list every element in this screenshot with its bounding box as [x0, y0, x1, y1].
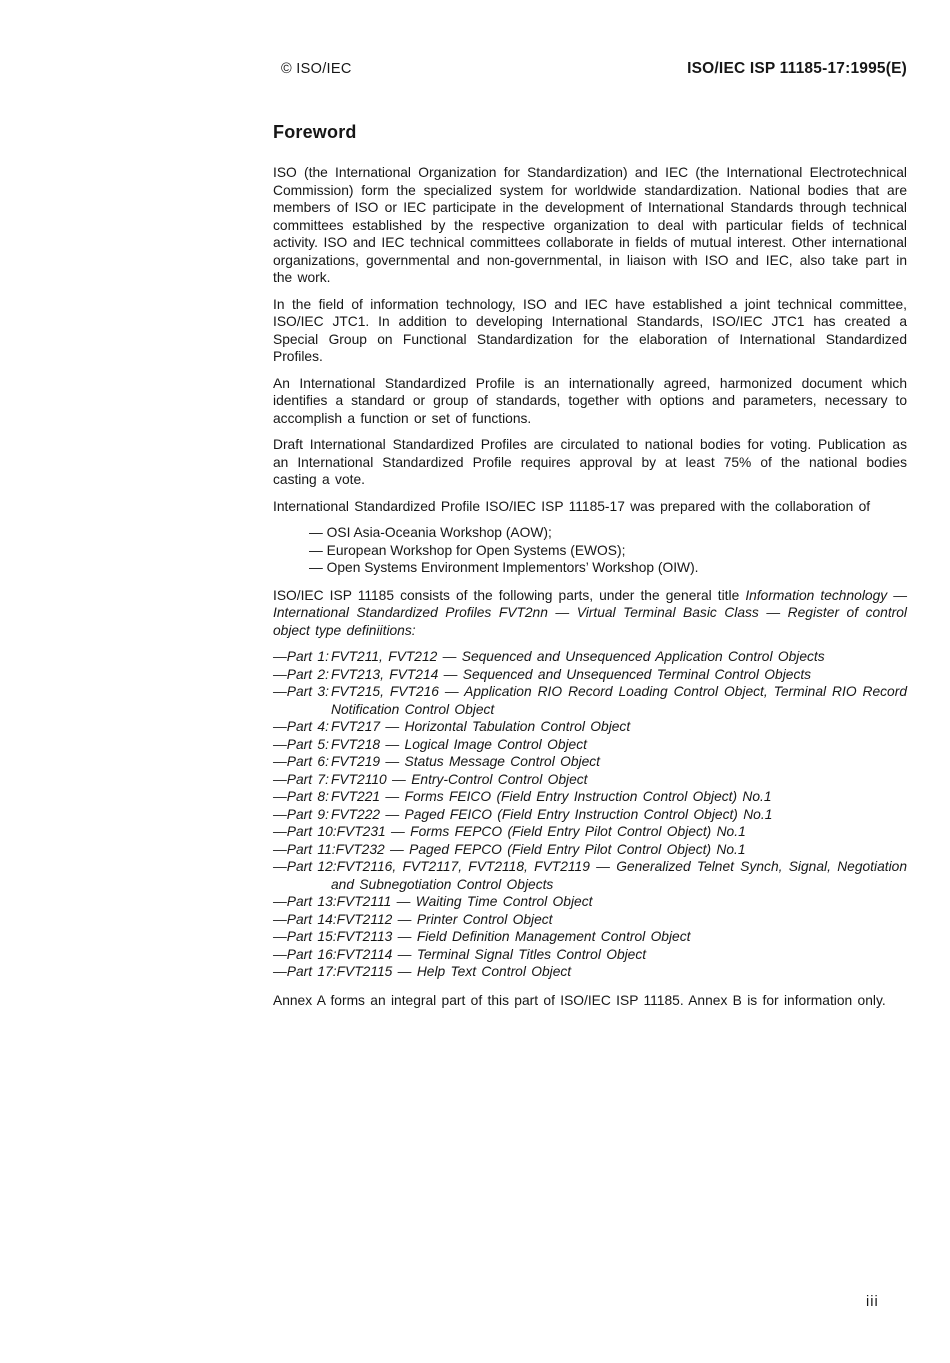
part-text: FVT211, FVT212 — Sequenced and Unsequenced Application Control Objects: [331, 649, 825, 664]
part-text: FVT2112 — Printer Control Object: [336, 911, 553, 927]
part-item-2: [273, 666, 907, 684]
part-text: FVT217 — Horizontal Tabulation Control Object: [331, 719, 631, 734]
part-label: —Part 2:: [273, 666, 329, 682]
part-label: —Part 3:: [273, 684, 329, 699]
part-label: —Part 10:: [273, 824, 337, 839]
part-label: —Part 1:: [273, 649, 329, 664]
list-item-aow: — OSI Asia-Oceania Workshop (AOW);: [309, 525, 552, 540]
part-text: FVT2111 — Waiting Time Control Object: [336, 894, 593, 909]
parts-list: [273, 648, 907, 981]
part-label: —Part 5:: [273, 736, 329, 752]
paragraph-parts-intro: [273, 587, 907, 640]
part-text: FVT232 — Paged FEPCO (Field Entry Pilot Control Object) No.1: [335, 841, 746, 857]
part-item-11: [273, 841, 907, 859]
part-label: —Part 16:: [273, 946, 337, 962]
part-item-7: [273, 771, 907, 789]
part-item-15: [273, 928, 907, 946]
part-item-10: [273, 823, 907, 841]
paragraph-annex-note: Annex A forms an integral part of this part of ISO/IEC ISP 11185. Annex B is for information only.: [273, 992, 886, 1008]
part-label: —Part 17:: [273, 964, 337, 979]
part-item-1: [273, 648, 907, 666]
part-text: FVT2114 — Terminal Signal Titles Control Object: [336, 946, 647, 962]
part-label: —Part 15:: [273, 929, 337, 944]
parts-intro-general-title: Information technology — International Standardized Profiles FVT2nn — Virtual Terminal Basic Class — Register of control object type definiitions:: [273, 587, 907, 638]
part-text: FVT213, FVT214 — Sequenced and Unsequenced Terminal Control Objects: [331, 666, 812, 682]
part-item-8: [273, 788, 907, 806]
part-text: FVT215, FVT216 — Application RIO Record Loading Control Object, Terminal RIO Record Notification Control Object: [331, 684, 907, 717]
foreword-title: Foreword: [273, 122, 357, 142]
part-item-17: [273, 963, 907, 981]
part-item-16: [273, 946, 907, 964]
part-label: —Part 4:: [273, 719, 329, 734]
paragraph-jtc1: In the field of information technology, ISO and IEC have established a joint technical committee, ISO/IEC JTC1. In addition to developing International Standards, ISO/IEC JTC1 has created a Special Group on Functional Standardization for the elaboration of International Standardized Profiles.: [273, 296, 907, 364]
part-text: FVT2110 — Entry-Control Control Object: [331, 771, 588, 787]
part-label: —Part 9:: [273, 806, 329, 822]
part-item-5: [273, 736, 907, 754]
part-label: —Part 12:: [273, 859, 337, 874]
part-text: FVT218 — Logical Image Control Object: [331, 736, 587, 752]
paragraph-voting: Draft International Standardized Profiles are circulated to national bodies for voting. Publication as an International Standardized Profile requires approval by at least 75% of the national bodies casting a vote.: [273, 437, 907, 487]
part-text: FVT222 — Paged FEICO (Field Entry Instruction Control Object) No.1: [331, 806, 773, 822]
part-item-4: [273, 718, 907, 736]
part-item-6: [273, 753, 907, 771]
parts-intro-roman: ISO/IEC ISP 11185 consists of the following parts, under the general title: [273, 587, 746, 603]
part-label: —Part 8:: [273, 789, 329, 804]
part-label: —Part 7:: [273, 771, 329, 787]
part-text: FVT221 — Forms FEICO (Field Entry Instruction Control Object) No.1: [331, 789, 772, 804]
part-text: FVT2115 — Help Text Control Object: [336, 964, 572, 979]
list-item-ewos: — European Workshop for Open Systems (EWOS);: [309, 542, 626, 558]
part-label: —Part 6:: [273, 754, 329, 769]
copyright-notice: © ISO/IEC: [281, 61, 352, 77]
part-text: FVT2116, FVT2117, FVT2118, FVT2119 — Generalized Telnet Synch, Signal, Negotiation and Subnegotiation Control Objects: [331, 859, 907, 892]
paragraph-iso-iec-intro: ISO (the International Organization for Standardization) and IEC (the International Electrotechnical Commission) form the specialized system for worldwide standardization. National bodies that are members of ISO or IEC participate in the development of International Standards through technical committees established by the respective organization to deal with particular fields of technical activity. ISO and IEC technical committees collaborate in fields of mutual interest. Other international organizations, governmental and non-governmental, in liaison with ISO and IEC, also take part in the work.: [273, 165, 907, 285]
list-item-oiw: — Open Systems Environment Implementors’ Workshop (OIW).: [309, 560, 699, 575]
paragraph-collaboration: International Standardized Profile ISO/IEC ISP 11185-17 was prepared with the collaboration of: [273, 498, 871, 514]
part-item-3: [273, 683, 907, 718]
part-text: FVT2113 — Field Definition Management Control Object: [336, 929, 691, 944]
workshop-list: [273, 524, 907, 577]
part-item-12: [273, 858, 907, 893]
part-label: —Part 11:: [273, 841, 336, 857]
part-label: —Part 13:: [273, 894, 337, 909]
page-content: [273, 60, 907, 1018]
document-reference: ISO/IEC ISP 11185-17:1995(E): [687, 60, 907, 77]
paragraph-isp-definition: An International Standardized Profile is an internationally agreed, harmonized document which identifies a standard or group of standards, together with options and parameters, necessary to accomplish a function or set of functions.: [273, 375, 907, 426]
part-label: —Part 14:: [273, 911, 337, 927]
page-header: [273, 60, 907, 78]
page-number: iii: [866, 1294, 879, 1310]
part-text: FVT219 — Status Message Control Object: [331, 754, 600, 769]
part-item-13: [273, 893, 907, 911]
part-item-14: [273, 911, 907, 929]
part-text: FVT231 — Forms FEPCO (Field Entry Pilot Control Object) No.1: [336, 824, 746, 839]
part-item-9: [273, 806, 907, 824]
